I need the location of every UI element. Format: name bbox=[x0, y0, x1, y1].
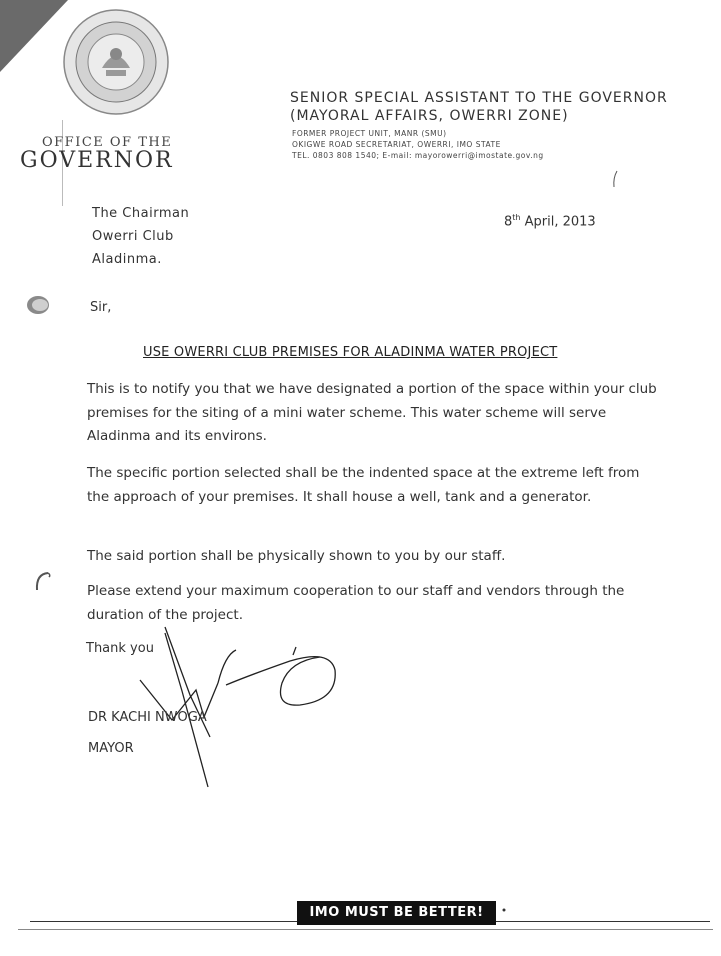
paragraph-1: This is to notify you that we have designated a portion of the space within your club premises for the siting of a mini water scheme. This water scheme will serve Aladinma and its environs. bbox=[87, 381, 657, 444]
letter-date bbox=[504, 213, 596, 229]
office-label: OFFICE OF THE bbox=[42, 135, 173, 150]
closing: Thank you bbox=[86, 641, 154, 656]
letterhead-line-2: (MAYORAL AFFAIRS, OWERRI ZONE) bbox=[290, 108, 569, 124]
paragraph-2: The specific portion selected shall be the indented space at the extreme left from the approach of your premises. It shall house a well, tank and a generator. bbox=[87, 465, 640, 505]
paragraph-4: Please extend your maximum cooperation to our staff and vendors through the duration of the project. bbox=[87, 583, 625, 623]
imo-state-seal-icon bbox=[62, 8, 170, 116]
punch-hole-mark-icon bbox=[32, 570, 54, 594]
date-suffix: th bbox=[512, 213, 521, 222]
signer-title: MAYOR bbox=[88, 741, 134, 756]
recipient-line-3: Aladinma. bbox=[92, 252, 162, 267]
footer-rule-faint bbox=[18, 929, 713, 930]
office-title: GOVERNOR bbox=[20, 148, 174, 173]
pen-mark-icon bbox=[610, 170, 620, 188]
footer-slogan: IMO MUST BE BETTER! bbox=[297, 901, 496, 925]
signer-name: DR KACHI NWOGA bbox=[88, 710, 207, 725]
date-day: 8 bbox=[504, 214, 513, 230]
footer-dot-icon bbox=[502, 908, 506, 912]
letterhead-line-5: TEL. 0803 808 1540; E-mail: mayorowerri@imostate.gov.ng bbox=[292, 151, 544, 160]
letterhead-line-4: OKIGWE ROAD SECRETARIAT, OWERRI, IMO STATE bbox=[292, 140, 501, 149]
recipient-line-2: Owerri Club bbox=[92, 229, 174, 244]
date-rest: April, 2013 bbox=[520, 214, 596, 230]
paragraph-3: The said portion shall be physically shown to you by our staff. bbox=[87, 548, 506, 564]
letterhead-line-3: FORMER PROJECT UNIT, MANR (SMU) bbox=[292, 129, 447, 138]
salutation: Sir, bbox=[90, 300, 112, 315]
punch-hole-icon bbox=[25, 292, 51, 318]
recipient-line-1: The Chairman bbox=[92, 206, 190, 221]
letterhead-line-1: SENIOR SPECIAL ASSISTANT TO THE GOVERNOR bbox=[290, 90, 668, 106]
scan-corner-shadow bbox=[0, 0, 68, 72]
letter-subject: USE OWERRI CLUB PREMISES FOR ALADINMA WATER PROJECT bbox=[143, 345, 558, 360]
